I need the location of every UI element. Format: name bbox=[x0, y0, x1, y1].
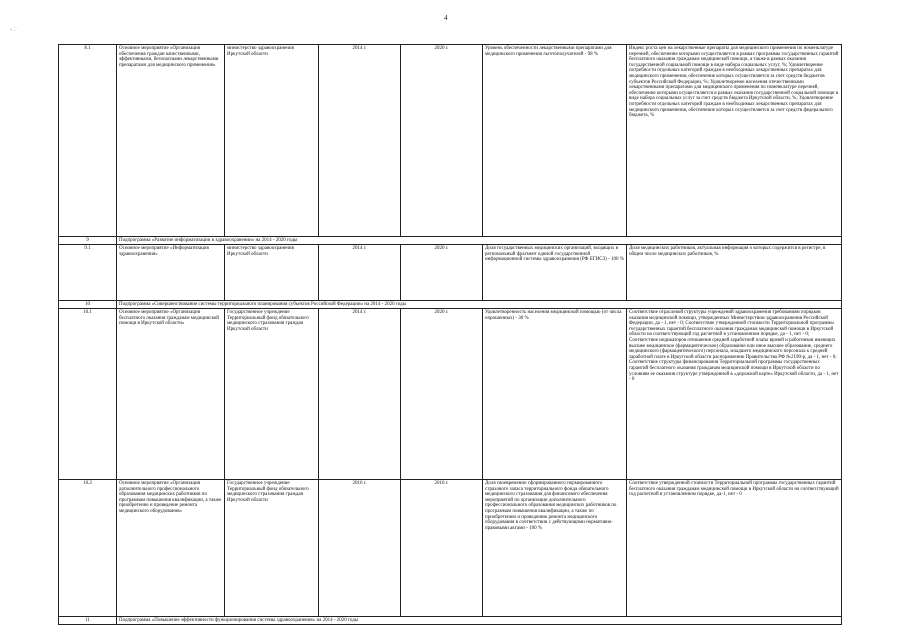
measure-name: Основное мероприятие «Информатизация здравоохранения» bbox=[117, 245, 225, 301]
measure-name: Основное мероприятие «Организация бесплатного оказания гражданам медицинской помощи в Иркутской области» bbox=[117, 309, 225, 480]
row-number: 10.1 bbox=[59, 309, 117, 480]
subprogram-row bbox=[59, 617, 842, 625]
measure-name: Основное мероприятие «Организация дополнительного профессионального образования медицинских работников по программам повышения квалификации, а также приобретение и проведение ремонта медицинского оборудования» bbox=[117, 480, 225, 617]
row-number: 9.1 bbox=[59, 245, 117, 301]
row-number: 8.1 bbox=[59, 45, 117, 237]
row-number: 10.2 bbox=[59, 480, 117, 617]
executor: министерство здравоохранения Иркутской области bbox=[225, 245, 319, 301]
executor: Государственное учреждение Территориальный фонд обязательного медицинского страхования граждан Иркутской области bbox=[225, 309, 319, 480]
measure-row bbox=[59, 45, 842, 237]
end-year: 2020 г. bbox=[401, 45, 483, 237]
measure-row bbox=[59, 309, 842, 480]
end-year: 2020 г. bbox=[401, 245, 483, 301]
target-indicators: Соответствие отраслевой структуры учреждений здравоохранения требованиям порядков оказания медицинской помощи, утвержденных Министерством здравоохранения Российской Федерации, да - 1, нет - 0; Соответствие утвержденной стоимости Территориальной программы государственных гарантий бесплатного оказания гражданам медицинской помощи в Иркутской области на соответствующий год расчетной в установленном порядке, да - 1, нет - 0; Соответствие индикаторов отношения средней заработной платы врачей и работников имеющих высшее медицинское (фармацевтическое) образование или иное высшее образование, среднего медицинского (фармацевтического) персонала, младшего медицинского персонала к средней заработной плате в Иркутской области распоряжению Правительства РФ №2190-р, да - 1, нет - 0; Соответствие структуры финансирования Территориальной программы государственных гарантий бесплатного оказания гражданам медицинской помощи в Иркутской области по условиям ее оказания структуре утвержденной в «дорожной карте» Иркутской области, да - 1, нет - 0 bbox=[627, 309, 842, 480]
end-year: 2020 г. bbox=[401, 309, 483, 480]
expected-result: Доля своевременно сформированного нормированного страхового запаса территориального фонда обязательного медицинского страхования для финансового обеспечения мероприятий по организации дополнительного профессионального образования медицинских работников по программам повышения квалификации, а также по приобретению и проведению ремонта медицинского оборудования в соответствии с действующими нормативно-правовыми актами - 100 % bbox=[483, 480, 627, 617]
measure-row bbox=[59, 245, 842, 301]
expected-result: Удовлетворенность населения медицинской помощью (от числа опрошенных) - 30 % bbox=[483, 309, 627, 480]
subprogram-row bbox=[59, 301, 842, 309]
start-year: 2014 г. bbox=[319, 309, 401, 480]
measure-row bbox=[59, 480, 842, 617]
row-number: 10 bbox=[59, 301, 117, 309]
page-number: 4 bbox=[444, 14, 448, 22]
program-table bbox=[58, 44, 842, 625]
expected-result: Уровень обеспеченности лекарственными препаратами для медицинского применения льготополучателей - 98 % bbox=[483, 45, 627, 237]
measure-name: Основное мероприятие «Организация обеспечения граждан качественными, эффективными, безопасными лекарственными препаратами для медицинского применения» bbox=[117, 45, 225, 237]
subprogram-row bbox=[59, 237, 842, 245]
executor: министерство здравоохранения Иркутской области bbox=[225, 45, 319, 237]
start-year: 2014 г. bbox=[319, 245, 401, 301]
expected-result: Доля государственных медицинских организаций, входящих в региональный фрагмент единой государственной информационной системы здравоохранения (РФ ЕГИСЗ) - 100 % bbox=[483, 245, 627, 301]
scan-marks: - .˙ bbox=[10, 27, 17, 33]
subprogram-title: Подпрограмма «Совершенствование системы территориального планирования субъектов Российской Федерации» на 2014 - 2020 годы bbox=[117, 301, 842, 309]
target-indicators: Индекс роста цен на лекарственные препараты для медицинского применения по номенклатуре перечней, обеспечение которыми осуществляется в рамках программы государственных гарантий бесплатного оказания гражданам медицинской помощи, а также в рамках оказания государственной социальной помощи в виде набора социальных услуг, %; Удовлетворение потребности отдельных категорий граждан в необходимых лекарственных препаратах для медицинского применения, обеспечение которых осуществляется за счет средств бюджетов субъектов Российской Федерации, %; Удовлетворение населения отечественными лекарственными препаратами для медицинского применения по номенклатуре перечней, обеспечение которыми осуществляется в рамках оказания государственной социальной помощи в виде набора социальных услуг за счет средств бюджета Иркутской области, %; Удовлетворение потребности отдельных категорий граждан в необходимых лекарственных препаратах для медицинского применения, обеспечение которых осуществляется за счет средств федерального бюджета, % bbox=[627, 45, 842, 237]
end-year: 2016 г. bbox=[401, 480, 483, 617]
target-indicators: Доля медицинских работников, актуальная информация о которых содержится в регистре, в общем числе медицинских работников, % bbox=[627, 245, 842, 301]
target-indicators: Соответствие утвержденной стоимости Территориальной программы государственных гарантий бесплатного оказания гражданам медицинской помощи в Иркутской области на соответствующий год расчетной в установленном порядке, да-1, нет - 0 bbox=[627, 480, 842, 617]
subprogram-title: Подпрограмма «Развитие информатизации в здравоохранении» на 2014 - 2020 годы bbox=[117, 237, 842, 245]
start-year: 2016 г. bbox=[319, 480, 401, 617]
start-year: 2014 г. bbox=[319, 45, 401, 237]
subprogram-title: Подпрограмма «Повышение эффективности функционирования системы здравоохранения» на 2014 - 2020 годы bbox=[117, 617, 842, 625]
executor: Государственное учреждение Территориальный фонд обязательного медицинского страхования граждан Иркутской области bbox=[225, 480, 319, 617]
row-number: 11 bbox=[59, 617, 117, 625]
row-number: 9 bbox=[59, 237, 117, 245]
